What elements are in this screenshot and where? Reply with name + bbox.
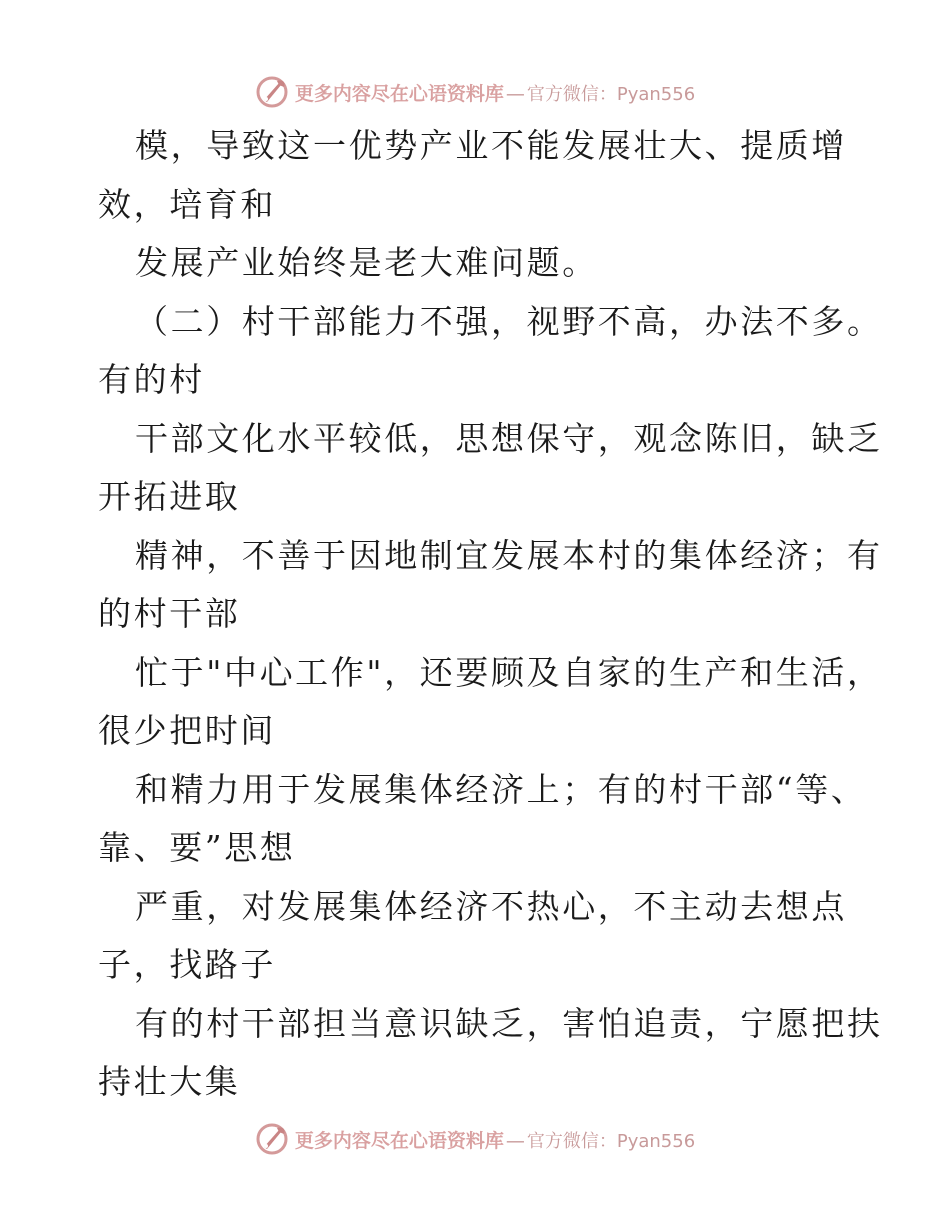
text-line: 开拓进取 (98, 477, 241, 516)
text-line: 模，导致这一优势产业不能发展壮大、提质增 (135, 126, 847, 165)
watermark-dash: — (505, 82, 525, 105)
text-line: 靠、要”思想 (98, 828, 296, 867)
feather-pen-circle-icon (255, 75, 289, 109)
text-line: 的村干部 (98, 594, 241, 633)
header-watermark (0, 72, 950, 112)
watermark-sub: 官方微信： (526, 1130, 617, 1152)
watermark-dash: — (505, 1129, 525, 1152)
feather-pen-circle-icon (255, 1122, 289, 1156)
text-line: 有的村 (98, 360, 205, 399)
text-line: （二）村干部能力不强，视野不高，办法不多。 (135, 301, 883, 341)
text-line: 子，找路子 (98, 945, 276, 984)
text-line: 效，培育和 (98, 184, 276, 224)
footer-watermark (0, 1119, 950, 1159)
text-line: 精神，不善于因地制宜发展本村的集体经济；有 (135, 535, 883, 575)
watermark-id: Pyan556 (616, 83, 696, 105)
text-line: 很少把时间 (98, 711, 276, 750)
text-line: 发展产业始终是老大难问题。 (135, 243, 598, 282)
watermark-main: 更多内容尽在心语资料库 (294, 82, 504, 105)
text-line: 干部文化水平较低，思想保守，观念陈旧，缺乏 (135, 418, 883, 458)
text-line: 严重，对发展集体经济不热心，不主动去想点 (135, 886, 847, 926)
watermark-sub: 官方微信： (526, 83, 617, 105)
text-line: 和精力用于发展集体经济上；有的村干部“等、 (135, 769, 867, 809)
text-line: 有的村干部担当意识缺乏，害怕追责，宁愿把扶 (135, 1003, 883, 1043)
text-line: 忙于"中心工作"，还要顾及自家的生产和生活， (135, 652, 883, 692)
watermark-text (295, 1126, 695, 1153)
watermark-id: Pyan556 (616, 1130, 696, 1152)
watermark-main: 更多内容尽在心语资料库 (294, 1129, 504, 1152)
watermark-text (295, 79, 695, 106)
document-body (98, 117, 883, 1112)
text-line: 持壮大集 (98, 1062, 241, 1101)
